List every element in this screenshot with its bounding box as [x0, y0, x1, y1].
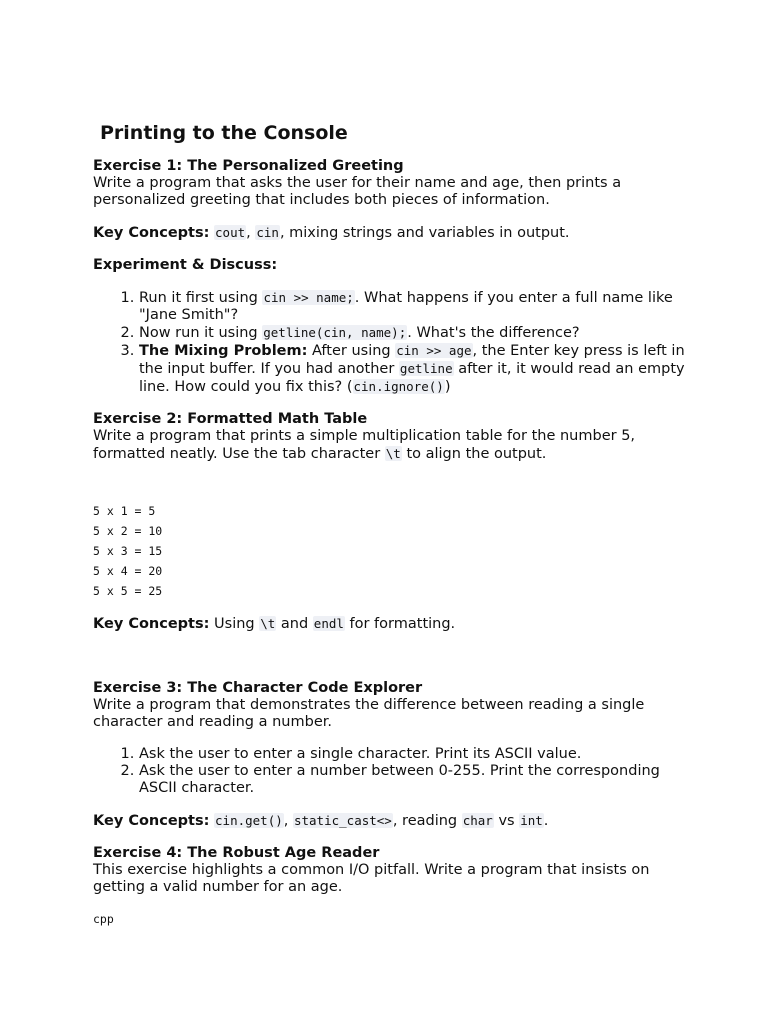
inline-code: \t — [385, 446, 401, 461]
exercise-4-heading: Exercise 4: The Robust Age Reader — [93, 845, 380, 861]
text-span: , reading — [392, 813, 462, 829]
list-item: 2. Ask the user to enter a number between 0-255. Print the corresponding ASCII character. — [139, 763, 693, 797]
inline-code: int — [520, 813, 543, 828]
text-span: After using — [307, 343, 396, 359]
exercise-2 — [93, 411, 693, 633]
bold-text: The Mixing Problem: — [139, 343, 308, 359]
exercise-1-list — [93, 289, 693, 396]
table-line: 5 x 3 = 15 — [93, 544, 163, 558]
text-span: , — [283, 813, 293, 829]
exercise-1 — [93, 158, 693, 396]
inline-code: cin.get() — [215, 813, 283, 828]
text-span: Using — [209, 616, 260, 632]
exercise-1-description: Write a program that asks the user for their name and age, then prints a personalized greeting that includes both pieces of information. — [93, 175, 622, 208]
exercise-3-heading: Exercise 3: The Character Code Explorer — [93, 680, 423, 696]
inline-code: getline(cin, name); — [263, 325, 407, 340]
text-span: , — [246, 225, 256, 241]
inline-code: static_cast<> — [293, 813, 392, 828]
inline-code: char — [462, 813, 493, 828]
table-line: 5 x 1 = 5 — [93, 504, 156, 518]
list-item — [139, 324, 693, 342]
list-item — [139, 289, 693, 324]
text-span: , the Enter key press is left in the input buffer. If you had another — [139, 343, 685, 377]
exercise-1-key-concepts — [93, 224, 693, 242]
inline-code: cin >> age — [396, 343, 472, 358]
exercise-4 — [93, 845, 693, 928]
document-page — [93, 122, 693, 928]
table-line: 5 x 4 = 20 — [93, 564, 163, 578]
page-title: Printing to the Console — [100, 122, 348, 144]
exercise-3-key-concepts — [93, 812, 693, 830]
exercise-2-heading: Exercise 2: Formatted Math Table — [93, 411, 368, 427]
inline-code: cin — [256, 225, 279, 240]
list-item — [139, 342, 693, 396]
inline-code: endl — [313, 616, 344, 631]
table-line: 5 x 2 = 10 — [93, 524, 163, 538]
key-concepts-label: Key Concepts: — [93, 813, 210, 829]
exercise-3-description: Write a program that demonstrates the difference between reading a single character and reading a number. — [93, 697, 645, 730]
inline-code: \t — [260, 616, 276, 631]
exercise-3 — [93, 680, 693, 830]
code-language-label: cpp — [93, 912, 114, 926]
text-span: and — [276, 616, 313, 632]
text-span: vs — [493, 813, 520, 829]
text-span: for formatting. — [344, 616, 456, 632]
exercise-3-list — [93, 746, 693, 797]
text-span: after it, it would read an empty line. How could you fix this? ( — [139, 361, 685, 395]
exercise-2-key-concepts — [93, 615, 693, 633]
exercise-4-description: This exercise highlights a common I/O pitfall. Write a program that insists on getting a valid number for an age. — [93, 862, 650, 895]
text-span: , mixing strings and variables in output. — [279, 225, 570, 241]
experiment-discuss-text: Experiment & Discuss: — [93, 257, 278, 273]
text-span: Now run it using — [139, 325, 263, 341]
key-concepts-label: Key Concepts: — [93, 616, 210, 632]
text-span: to align the output. — [401, 446, 547, 462]
text-span: . What's the difference? — [407, 325, 580, 341]
experiment-discuss-label — [93, 257, 693, 274]
text-span: Write a program that prints a simple multiplication table for the number 5, formatted neatly. Use the tab character — [93, 428, 636, 462]
inline-code: cin >> name; — [263, 290, 354, 305]
exercise-1-heading: Exercise 1: The Personalized Greeting — [93, 158, 404, 174]
inline-code: cout — [215, 225, 246, 240]
inline-code: cin.ignore() — [353, 379, 444, 394]
list-item: 1. Ask the user to enter a single character. Print its ASCII value. — [139, 746, 693, 763]
text-span: . — [543, 813, 549, 829]
table-line: 5 x 5 = 25 — [93, 584, 163, 598]
exercise-2-description — [93, 428, 693, 463]
key-concepts-label: Key Concepts: — [93, 225, 210, 241]
text-span: ) — [444, 379, 451, 395]
text-span: . What happens if you enter a full name like "Jane Smith"? — [139, 290, 673, 323]
text-span: Run it first using — [139, 290, 263, 306]
inline-code: getline — [399, 361, 453, 376]
multiplication-table-output — [93, 501, 693, 601]
